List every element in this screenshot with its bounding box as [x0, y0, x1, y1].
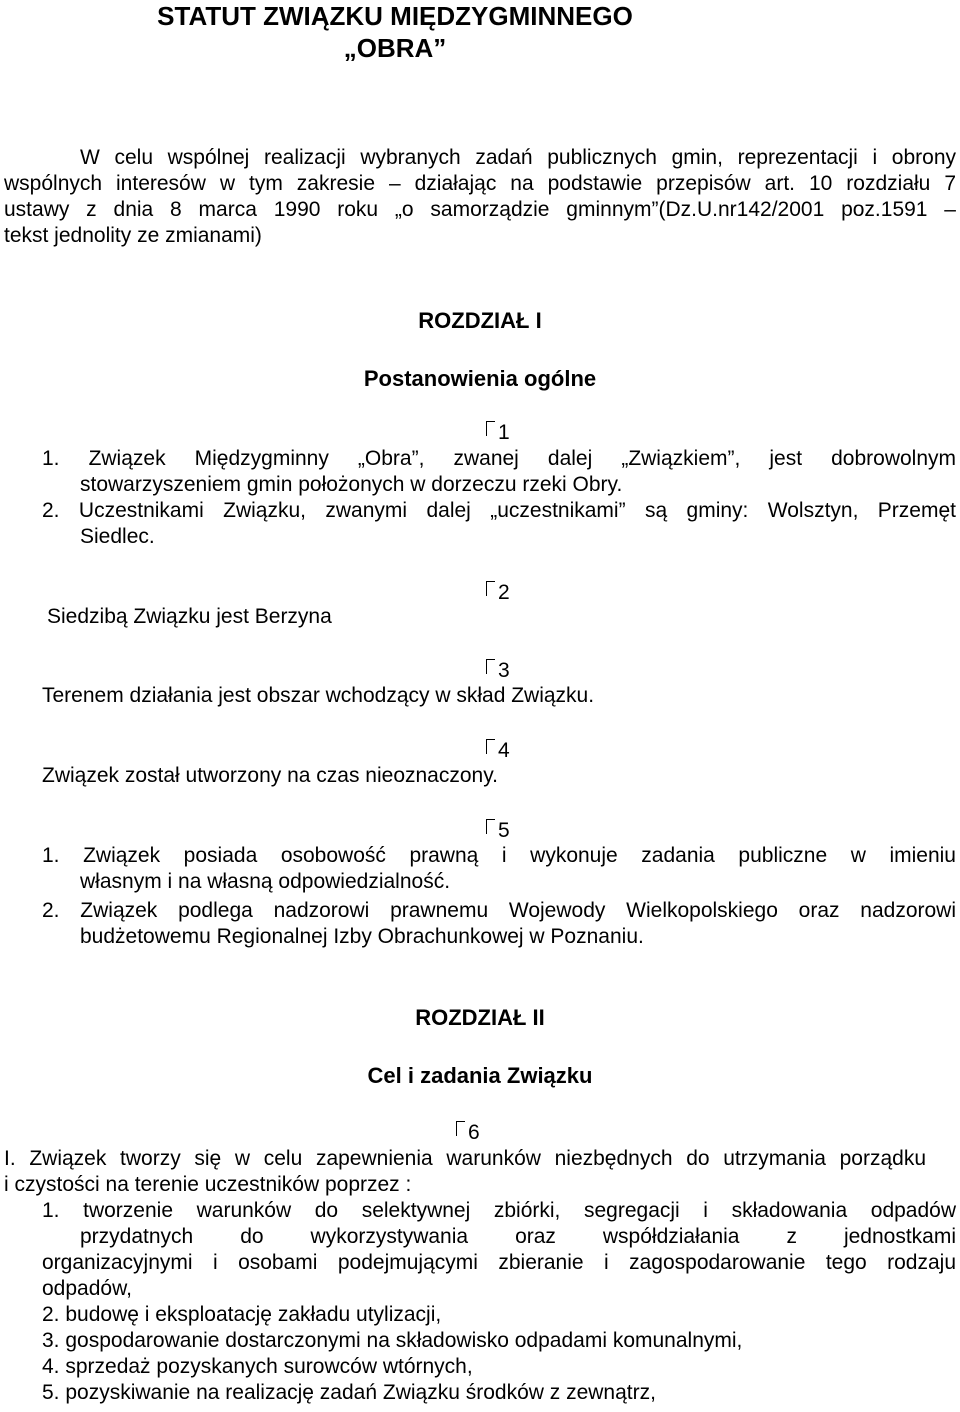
section-sign-icon [484, 658, 498, 684]
paragraph-text: i czystości na terenie uczestników poprzez : [4, 1173, 412, 1196]
paragraph-line [4, 1146, 926, 1172]
list-item-text: stowarzyszeniem gmin położonych w dorzeczu rzeki Obry. [80, 473, 623, 496]
preamble-text: ustawy z dnia 8 marca 1990 roku „o samorządzie gminnym”(Dz.U.nr142/2001 poz.1591 – [4, 198, 956, 221]
list-item-text: 1. Związek posiada osobowość prawną i wykonuje zadania publiczne w imieniu [42, 844, 956, 867]
list-item-text: budżetowemu Regionalnej Izby Obrachunkowej w Poznaniu. [80, 925, 644, 948]
section-sign-icon [484, 738, 498, 764]
preamble-text: W celu wspólnej realizacji wybranych zadań publicznych gmin, reprezentacji i obrony [80, 146, 956, 169]
chapter-title: Postanowienia ogólne [363, 366, 597, 391]
section-number-text: 4 [498, 739, 510, 762]
preamble-text: tekst jednolity ze zmianami) [4, 224, 262, 247]
preamble-text: wspólnych interesów w tym zakresie – działając na podstawie przepisów art. 10 rozdziału 7 [4, 172, 956, 195]
section-sign-icon [484, 818, 498, 844]
paragraph-text: I. Związek tworzy się w celu zapewnienia warunków niezbędnych do utrzymania porządku [4, 1147, 926, 1170]
paragraph-text: Związek został utworzony na czas nieoznaczony. [42, 764, 498, 787]
chapter-label: ROZDZIAŁ II [415, 1005, 545, 1030]
section-sign-icon [484, 420, 498, 446]
section-number [454, 1120, 480, 1146]
list-item-text: przydatnych do wykorzystywania oraz współdziałania z jednostkami [80, 1225, 956, 1248]
section-number [484, 420, 510, 446]
list-item-text: 2. Związek podlega nadzorowi prawnemu Wojewody Wielkopolskiego oraz nadzorowi [42, 899, 956, 922]
list-item [80, 1224, 956, 1250]
section-number [484, 580, 510, 606]
list-item-text: własnym i na własną odpowiedzialność. [80, 870, 451, 893]
list-item-text: 5. pozyskiwanie na realizację zadań Związku środków z zewnątrz, [42, 1381, 656, 1404]
section-number [484, 738, 510, 764]
list-item-text: organizacyjnymi i osobami podejmującymi zbieranie i zagospodarowanie tego rodzaju [42, 1251, 956, 1274]
section-number-text: 6 [468, 1121, 480, 1144]
section-number-text: 3 [498, 659, 510, 682]
list-item [42, 843, 956, 869]
chapter-label: ROZDZIAŁ I [418, 308, 542, 333]
section-number [484, 818, 510, 844]
section-number-text: 2 [498, 581, 510, 604]
list-item-text: 3. gospodarowanie dostarczonymi na składowisko odpadami komunalnymi, [42, 1329, 743, 1352]
section-number [484, 658, 510, 684]
list-item-text: 2. budowę i eksploatację zakładu utylizacji, [42, 1303, 442, 1326]
list-item-text: Siedlec. [80, 525, 155, 548]
list-item [42, 1198, 956, 1224]
list-item-text: 1. Związek Międzygminny „Obra”, zwanej dalej „Związkiem”, jest dobrowolnym [42, 447, 956, 470]
section-number-text: 1 [498, 421, 510, 444]
list-item-text: odpadów, [42, 1277, 132, 1300]
list-item [42, 446, 956, 472]
list-item-text: 4. sprzedaż pozyskanych surowców wtórnych, [42, 1355, 473, 1378]
document-subtitle: „OBRA” [343, 33, 447, 63]
paragraph-text: Terenem działania jest obszar wchodzący w skład Związku. [42, 684, 595, 707]
list-item-text: 1. tworzenie warunków do selektywnej zbiórki, segregacji i składowania odpadów [42, 1199, 956, 1222]
document-title: STATUT ZWIĄZKU MIĘDZYGMINNEGO [157, 1, 633, 31]
section-sign-icon [484, 580, 498, 606]
section-sign-icon [454, 1120, 468, 1146]
preamble-line [4, 171, 956, 197]
list-item [42, 898, 956, 924]
section-number-text: 5 [498, 819, 510, 842]
preamble-line [4, 197, 956, 223]
chapter-title: Cel i zadania Związku [367, 1063, 593, 1088]
preamble-line [80, 145, 956, 171]
list-item-text: 2. Uczestnikami Związku, zwanymi dalej „uczestnikami” są gminy: Wolsztyn, Przemęt [42, 499, 956, 522]
list-item [42, 498, 956, 524]
paragraph-text: Siedzibą Związku jest Berzyna [47, 605, 332, 628]
list-item [42, 1250, 956, 1276]
